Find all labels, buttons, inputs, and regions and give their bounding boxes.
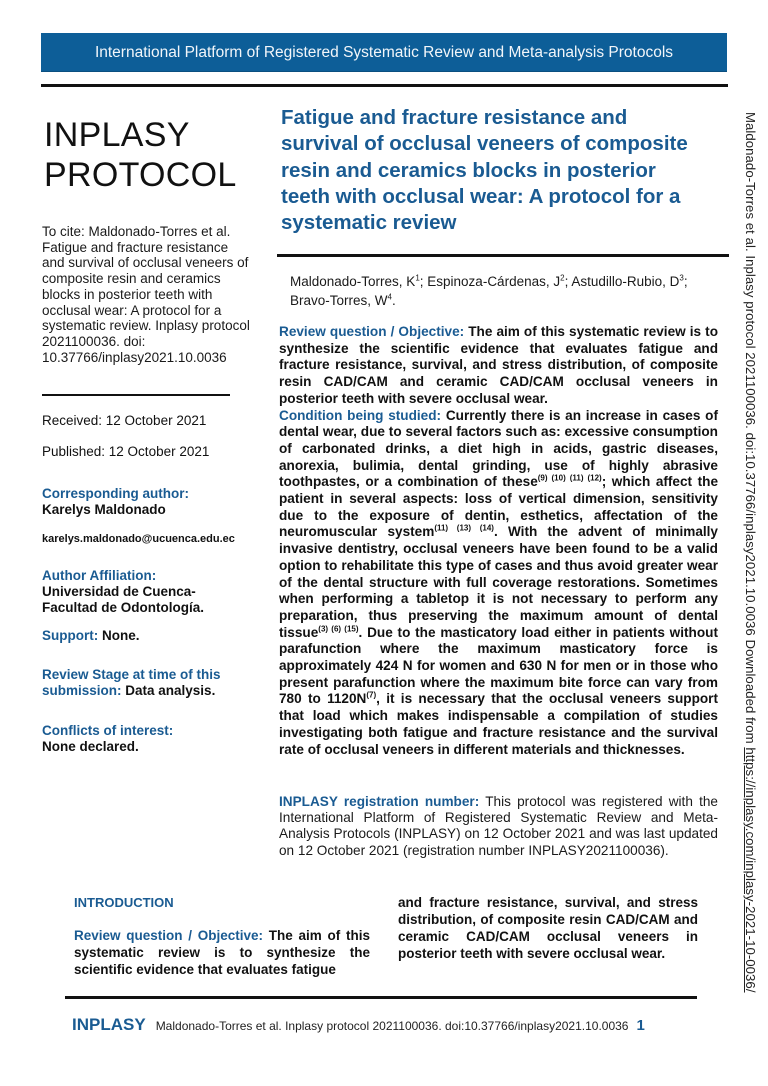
corresponding-author bbox=[42, 486, 262, 518]
conflicts-label: Conflicts of interest: bbox=[42, 723, 174, 738]
author: Maldonado-Torres, $K^1$; bbox=[290, 273, 428, 289]
conflicts-of-interest bbox=[42, 723, 262, 755]
author-affiliation bbox=[42, 568, 262, 616]
download-watermark bbox=[743, 112, 758, 993]
protocol-brand bbox=[44, 115, 254, 195]
affiliation-line-2: Facultad de Odontología. bbox=[42, 600, 204, 615]
registration-label: INPLASY registration number: bbox=[279, 794, 480, 809]
reference-marker: (7) bbox=[366, 690, 377, 700]
author-list bbox=[290, 270, 730, 309]
condition-text: . With the advent of minimally invasive dentistry, occlusal veneers have been found to be a valid option to rehabilitate this type of cases and thus avoid greater wear of the dental structure with full coverage restorations. Sometimes when performing a tabletop it is not necessary to perform any preparation, thus preserving the maximum amount of dental tissue bbox=[279, 524, 718, 640]
review-stage-value: Data analysis. bbox=[121, 683, 216, 698]
objective-text: The aim of this systematic review is to synthesize the scientific evidence that evaluates fatigue and fracture resistance, survival, and stress distribution, of composite resin CAD/CAM and ceramic CAD/CAM occlusal veneers in posterior teeth with severe occlusal wear. bbox=[279, 324, 718, 406]
author-email[interactable]: karelys.maldonado@ucuenca.edu.ec bbox=[42, 533, 235, 545]
introduction-column-1 bbox=[74, 927, 370, 978]
reference-marker: (3) (6) (15) bbox=[318, 624, 359, 634]
objective-label: Review question / Objective: bbox=[279, 324, 465, 339]
footer-divider bbox=[65, 996, 697, 999]
condition-label: Condition being studied: bbox=[279, 407, 442, 423]
review-stage bbox=[42, 667, 262, 699]
condition-text: Currently there is an increase in cases of dental wear, due to several factors such as: excessive consumption of carbonated drinks, a diet high in acids, gastric diseases, anorexia, bulimia, dental grinding, use of highly abrasive toothpastes, or a combination of these bbox=[279, 407, 718, 490]
platform-banner-text: International Platform of Registered Systematic Review and Meta-analysis Protocols bbox=[94, 43, 674, 61]
left-divider bbox=[42, 394, 230, 396]
platform-banner bbox=[41, 33, 727, 72]
abstract bbox=[279, 324, 718, 758]
received-date: Received: 12 October 2021 bbox=[42, 413, 207, 428]
registration-info bbox=[279, 794, 718, 859]
condition-text: , it is necessary that the occlusal veneers support that load which makes indispensable a compilation of studies investigating both fatigue and fracture resistance and the survival rate of occlusal veneers in different materials and thicknesses. bbox=[279, 691, 718, 757]
review-stage-label: Review Stage at time of this submission: bbox=[42, 667, 221, 698]
footer-brand: INPLASY bbox=[72, 1015, 146, 1034]
introduction-column-2: and fracture resistance, survival, and stress distribution, of composite resin CAD/CAM and ceramic CAD/CAM occlusal veneers in posterior teeth with severe occlusal wear. bbox=[398, 895, 698, 961]
support-value: None. bbox=[98, 628, 140, 643]
affiliation-label: Author Affiliation: bbox=[42, 568, 157, 583]
introduction-heading: INTRODUCTION bbox=[74, 895, 174, 910]
corresponding-author-name: Karelys Maldonado bbox=[42, 502, 166, 517]
intro-objective-text: The aim of this systematic review is to synthesize the scientific evidence that evaluates fatigue bbox=[74, 928, 370, 977]
support-label: Support: bbox=[42, 628, 99, 643]
condition-text: . Due to the masticatory load either in patients without parafunction where the maximum masticatory force is approximately 424 N for women and 630 N for men or in those who present parafunction where the maximum bite force can vary from 780 to 1120N bbox=[279, 624, 718, 707]
citation-text: To cite: Maldonado-Torres et al. Fatigue and fracture resistance and survival of occlusal veneers of composite resin and ceramics blocks in posterior teeth with occlusal wear: A protocol for a systematic review. Inplasy protocol 2021100036. doi: 10.37766/inplasy2021.10.0036 bbox=[42, 224, 250, 365]
page-footer bbox=[72, 1015, 702, 1035]
top-divider bbox=[41, 84, 728, 87]
page-number: 1 bbox=[636, 1017, 645, 1034]
author: Astudillo-Rubio, $D^3$; bbox=[571, 273, 688, 289]
author: Espinoza-Cárdenas, $J^2$; bbox=[427, 273, 572, 289]
footer-citation: Maldonado-Torres et al. Inplasy protocol 2021100036. doi:10.37766/inplasy2021.10.0036 bbox=[155, 1019, 629, 1033]
corresponding-author-label: Corresponding author: bbox=[42, 486, 189, 501]
affiliation-line-1: Universidad de Cuenca- bbox=[42, 584, 196, 599]
reference-marker: (11) (13) (14) bbox=[434, 523, 494, 533]
registration-text: This protocol was registered with the International Platform of Registered Systematic Review and Meta-Analysis Protocols (INPLASY) on 12 October 2021 and was last updated on 12 October 2021 (registration number INPLASY2021100036). bbox=[279, 794, 718, 858]
support-info bbox=[42, 628, 262, 644]
intro-objective-label: Review question / Objective: bbox=[74, 928, 264, 943]
published-date: Published: 12 October 2021 bbox=[42, 444, 210, 459]
download-link[interactable]: https://inplasy.com/inplasy-2021-10-0036/ bbox=[743, 747, 758, 993]
brand-line-2: PROTOCOL bbox=[44, 156, 237, 194]
title-divider bbox=[277, 254, 729, 257]
paper-title: Fatigue and fracture resistance and survival of occlusal veneers of composite resin and ceramics blocks in posterior teeth with occlusal wear: A protocol for a systematic review bbox=[281, 106, 688, 235]
download-watermark-text: Maldonado-Torres et al. Inplasy protocol 2021100036. doi:10.37766/inplasy2021.10.0036 Downloaded from bbox=[743, 112, 758, 748]
reference-marker: (9) (10) (11) (12) bbox=[537, 473, 602, 483]
author: Bravo-Torres, $W^4$. bbox=[290, 292, 396, 308]
conflicts-value: None declared. bbox=[42, 739, 139, 754]
brand-line-1: INPLASY bbox=[44, 116, 190, 154]
condition-text: ; which affect the patient in several aspects: loss of vertical dimension, sensitivity due to the exposure of dentin, esthetics, affectation of the neuromuscular system bbox=[279, 474, 719, 540]
